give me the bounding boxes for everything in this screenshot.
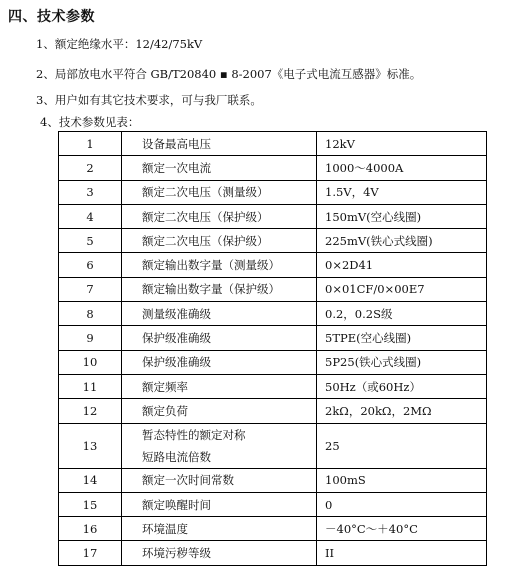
table-row [59, 326, 487, 350]
parameter-name: 额定二次电压（保护级） [122, 229, 317, 253]
section-title: 四、技术参数 [8, 9, 95, 25]
parameter-name: 保护级准确级 [122, 350, 317, 374]
parameter-name: 额定二次电压（保护级） [122, 204, 317, 228]
parameter-name: 额定二次电压（测量级） [122, 180, 317, 204]
row-number: 1 [59, 132, 122, 156]
parameter-name [122, 423, 317, 468]
table-row [59, 468, 487, 492]
parameter-name: 环境温度 [122, 517, 317, 541]
table-row [59, 277, 487, 301]
row-number: 16 [59, 517, 122, 541]
parameter-value: 0×01CF/0×00E7 [317, 277, 487, 301]
row-number: 4 [59, 204, 122, 228]
parameter-name-line-1: 暂态特性的额定对称 [142, 427, 246, 442]
parameter-name-line-2: 短路电流倍数 [142, 449, 211, 464]
parameter-value: 1000～4000A [317, 156, 487, 180]
parameter-name: 额定负荷 [122, 399, 317, 423]
row-number: 8 [59, 302, 122, 326]
item-table-intro: 4、技术参数见表： [40, 115, 140, 129]
row-number: 11 [59, 374, 122, 398]
parameter-value: 0 [317, 492, 487, 516]
table-row [59, 350, 487, 374]
parameter-value: 1.5V，4V [317, 180, 487, 204]
parameter-value: 0.2，0.2S级 [317, 302, 487, 326]
row-number: 7 [59, 277, 122, 301]
row-number: 2 [59, 156, 122, 180]
table-row [59, 156, 487, 180]
parameter-name: 额定输出数字量（测量级） [122, 253, 317, 277]
parameter-value: 25 [317, 423, 487, 468]
row-number: 10 [59, 350, 122, 374]
item-contact-note: 3、用户如有其它技术要求，可与我厂联系。 [36, 93, 262, 107]
row-number: 14 [59, 468, 122, 492]
parameter-value: 5TPE(空心线圈) [317, 326, 487, 350]
row-number: 15 [59, 492, 122, 516]
parameter-name: 额定频率 [122, 374, 317, 398]
parameter-name: 额定唤醒时间 [122, 492, 317, 516]
parameter-table [58, 131, 487, 566]
row-number: 9 [59, 326, 122, 350]
table-row [59, 374, 487, 398]
parameter-name: 测量级准确级 [122, 302, 317, 326]
row-number: 3 [59, 180, 122, 204]
table-row [59, 541, 487, 565]
table-row [59, 492, 487, 516]
row-number: 13 [59, 423, 122, 468]
parameter-value: 100mS [317, 468, 487, 492]
parameter-name: 额定输出数字量（保护级） [122, 277, 317, 301]
parameter-value: 2kΩ，20kΩ，2MΩ [317, 399, 487, 423]
table-row [59, 399, 487, 423]
parameter-value: 0×2D41 [317, 253, 487, 277]
parameter-value: 150mV(空心线圈) [317, 204, 487, 228]
row-number: 5 [59, 229, 122, 253]
parameter-name: 额定一次时间常数 [122, 468, 317, 492]
table-row [59, 180, 487, 204]
table-row [59, 517, 487, 541]
parameter-name: 设备最高电压 [122, 132, 317, 156]
row-number: 17 [59, 541, 122, 565]
row-number: 6 [59, 253, 122, 277]
parameter-value: 50Hz（或60Hz） [317, 374, 487, 398]
parameter-value: －40°C～＋40°C [317, 517, 487, 541]
parameter-name: 环境污秽等级 [122, 541, 317, 565]
parameter-value: II [317, 541, 487, 565]
parameter-value: 5P25(铁心式线圈) [317, 350, 487, 374]
table-row [59, 423, 487, 468]
row-number: 12 [59, 399, 122, 423]
parameter-value: 225mV(铁心式线圈) [317, 229, 487, 253]
parameter-name: 额定一次电流 [122, 156, 317, 180]
table-row [59, 204, 487, 228]
table-row [59, 302, 487, 326]
table-row [59, 132, 487, 156]
table-row [59, 229, 487, 253]
table-row [59, 253, 487, 277]
item-insulation-level: 1、额定绝缘水平：12/42/75kV [36, 37, 203, 51]
parameter-name: 保护级准确级 [122, 326, 317, 350]
item-partial-discharge: 2、局部放电水平符合 GB/T20840 ▪ 8-2007《电子式电流互感器》标准。 [36, 67, 422, 81]
parameter-value: 12kV [317, 132, 487, 156]
